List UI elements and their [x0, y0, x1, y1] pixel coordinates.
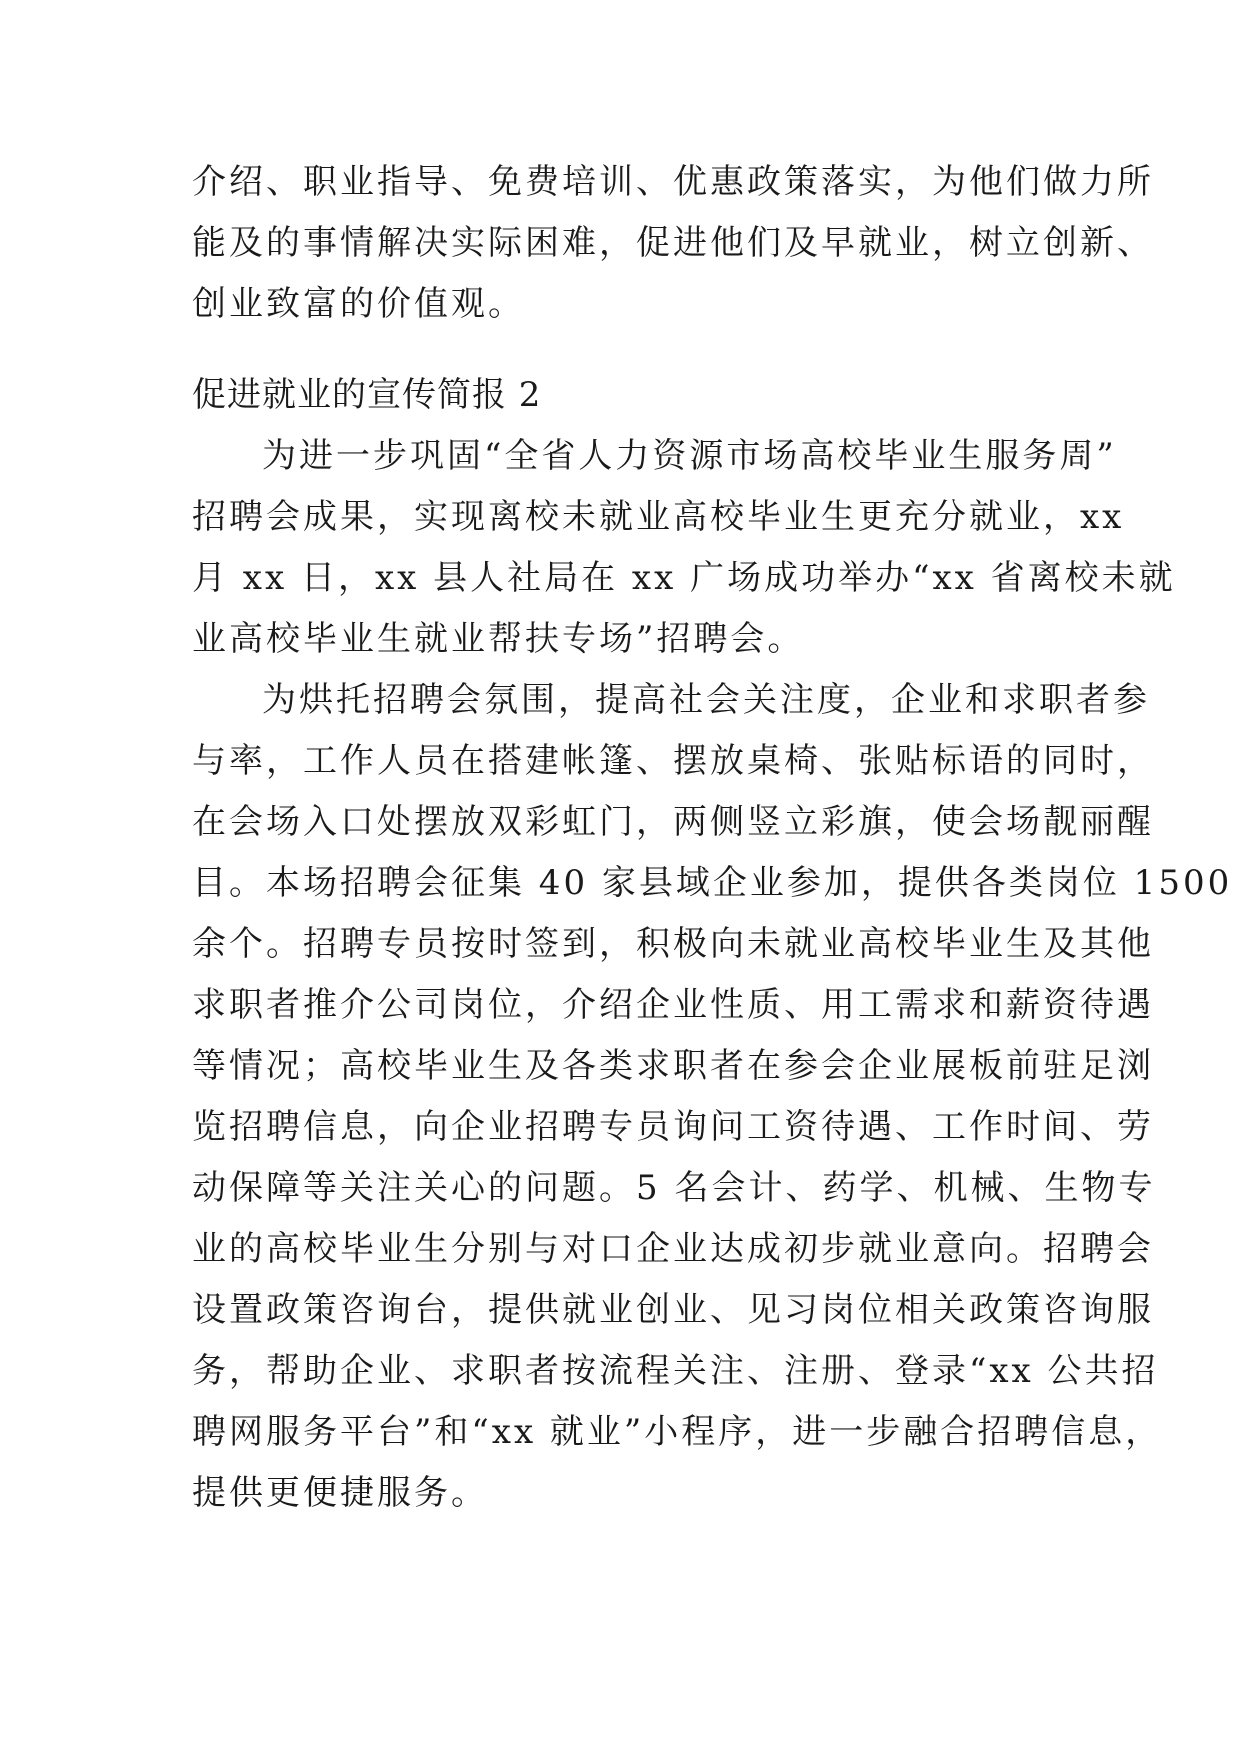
- paragraph-line: 动保障等关注关心的问题。5 名会计、药学、机械、生物专: [192, 1168, 1156, 1208]
- paragraph-line: 业高校毕业生就业帮扶专场”招聘会。: [192, 619, 805, 659]
- section-title: 促进就业的宣传简报 2: [192, 375, 542, 415]
- paragraph-line: 览招聘信息，向企业招聘专员询问工资待遇、工作时间、劳: [192, 1107, 1154, 1147]
- paragraph-line: 在会场入口处摆放双彩虹门，两侧竖立彩旗，使会场靓丽醒: [192, 802, 1154, 842]
- intro-line: 介绍、职业指导、免费培训、优惠政策落实，为他们做力所: [192, 162, 1154, 202]
- paragraph-line: 为进一步巩固“全省人力资源市场高校毕业生服务周”: [262, 436, 1117, 476]
- paragraph-line: 设置政策咨询台，提供就业创业、见习岗位相关政策咨询服: [192, 1290, 1154, 1330]
- paragraph-line: 提供更便捷服务。: [192, 1473, 488, 1513]
- intro-line: 创业致富的价值观。: [192, 284, 525, 324]
- paragraph-line: 月 xx 日，xx 县人社局在 xx 广场成功举办“xx 省离校未就: [192, 558, 1176, 598]
- paragraph-line: 为烘托招聘会氛围，提高社会关注度，企业和求职者参: [262, 680, 1150, 720]
- paragraph-line: 目。本场招聘会征集 40 家县域企业参加，提供各类岗位 1500: [192, 863, 1233, 903]
- paragraph-line: 等情况；高校毕业生及各类求职者在参会企业展板前驻足浏: [192, 1046, 1154, 1086]
- paragraph-line: 与率，工作人员在搭建帐篷、摆放桌椅、张贴标语的同时，: [192, 741, 1154, 781]
- paragraph-line: 务，帮助企业、求职者按流程关注、注册、登录“xx 公共招: [192, 1351, 1159, 1391]
- paragraph-line: 余个。招聘专员按时签到，积极向未就业高校毕业生及其他: [192, 924, 1154, 964]
- intro-line: 能及的事情解决实际困难，促进他们及早就业，树立创新、: [192, 223, 1154, 263]
- paragraph-line: 招聘会成果，实现离校未就业高校毕业生更充分就业，xx: [192, 497, 1125, 537]
- paragraph-line: 聘网服务平台”和“xx 就业”小程序，进一步融合招聘信息，: [192, 1412, 1163, 1452]
- paragraph-line: 业的高校毕业生分别与对口企业达成初步就业意向。招聘会: [192, 1229, 1154, 1269]
- document-body: [192, 152, 1233, 1524]
- paragraph-line: 求职者推介公司岗位，介绍企业性质、用工需求和薪资待遇: [192, 985, 1154, 1025]
